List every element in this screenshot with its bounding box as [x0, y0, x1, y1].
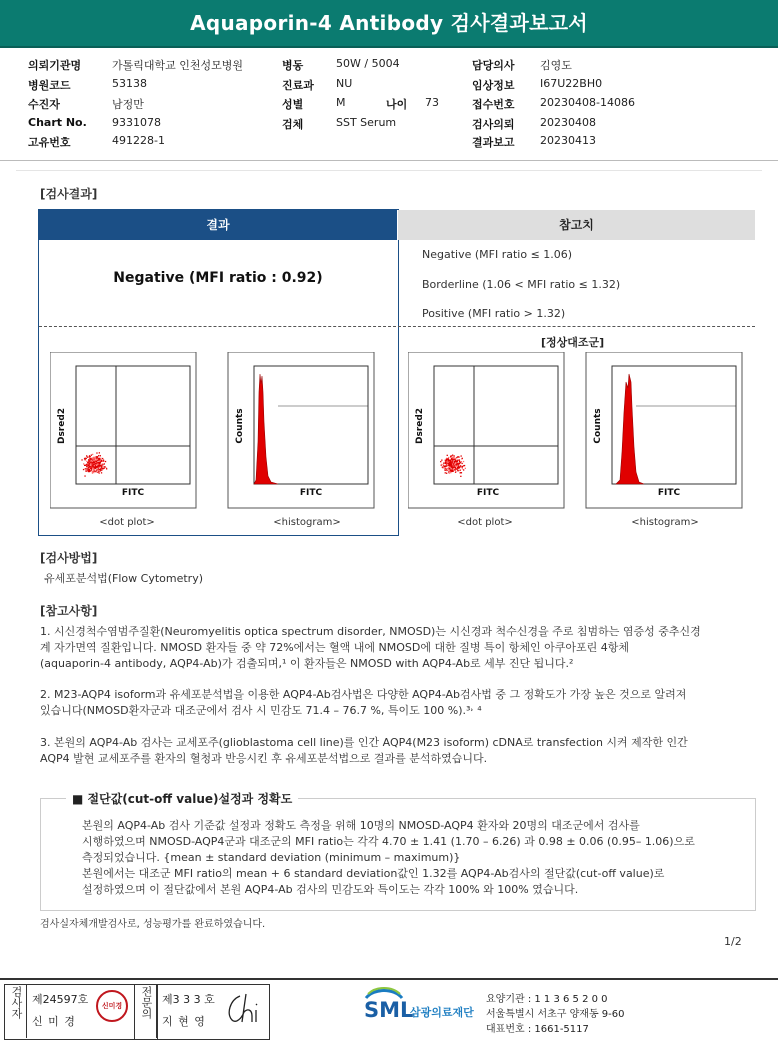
dot — [97, 459, 98, 460]
dot — [462, 467, 463, 468]
dot — [462, 468, 463, 469]
reviewer-name: 지 현 영 — [162, 1015, 206, 1028]
dot — [86, 466, 87, 467]
dot — [88, 466, 89, 467]
dot — [448, 471, 449, 472]
dot — [99, 466, 100, 467]
reference-borderline: Borderline (1.06 < MFI ratio ≤ 1.32) — [422, 278, 621, 291]
dot — [461, 461, 462, 462]
info-ward-label: 병동 — [282, 59, 304, 72]
dot — [85, 459, 86, 460]
dot — [92, 464, 93, 465]
patient-histogram — [228, 352, 374, 508]
info-report-label: 결과보고 — [472, 136, 515, 149]
normal-control-label: [정상대조군] — [541, 336, 605, 349]
ctrl-hist-ylabel: Counts — [593, 408, 603, 444]
dot — [445, 460, 446, 461]
info-sex-value: M — [336, 96, 346, 109]
dot — [447, 464, 448, 465]
dot — [93, 472, 94, 473]
dot — [465, 468, 466, 469]
dot — [450, 472, 451, 473]
control-histogram — [586, 352, 742, 508]
reference-header: 참고치 — [398, 210, 755, 240]
dot — [462, 458, 463, 459]
report-title: Aquaporin-4 Antibody 검사결과보고서 — [190, 11, 588, 35]
dot — [441, 460, 442, 461]
dot — [90, 466, 91, 467]
reviewer-signature-icon — [222, 988, 266, 1028]
info-specimen-value: SST Serum — [336, 116, 397, 129]
dot — [81, 459, 82, 460]
dot — [443, 465, 444, 466]
dot — [448, 463, 449, 464]
org-name: 삼광의료재단 — [410, 1006, 474, 1019]
ctrl-histogram-caption: <histogram> — [631, 517, 699, 528]
dot — [96, 457, 97, 458]
dot — [446, 470, 447, 471]
dot — [460, 472, 461, 473]
dot — [88, 461, 89, 462]
info-divider — [0, 160, 778, 161]
patient-plots — [50, 352, 394, 512]
dot — [451, 457, 452, 458]
dot — [459, 460, 460, 461]
dot — [440, 461, 441, 462]
dot — [101, 460, 102, 461]
dot — [446, 459, 447, 460]
dot — [85, 468, 86, 469]
dot — [104, 466, 105, 467]
dot — [99, 465, 100, 466]
info-receipt-label: 접수번호 — [472, 98, 515, 111]
dot — [91, 455, 92, 456]
hist-xlabel: FITC — [299, 488, 323, 498]
dot — [460, 476, 461, 477]
dot — [99, 452, 100, 453]
dot — [92, 454, 93, 455]
dot — [448, 462, 449, 463]
dot — [101, 467, 102, 468]
dot-ylabel: Dsred2 — [57, 407, 67, 445]
dot — [87, 457, 88, 458]
dot — [100, 455, 101, 456]
dot — [455, 469, 456, 470]
dot — [106, 468, 107, 469]
info-chart-label: Chart No. — [28, 116, 87, 129]
dot — [454, 455, 455, 456]
dot — [92, 461, 93, 462]
info-clinical-value: I67U22BH0 — [540, 77, 603, 90]
dot — [92, 462, 93, 463]
dot — [90, 470, 91, 471]
examiner-name: 신 미 경 — [32, 1015, 76, 1028]
dot — [455, 468, 456, 469]
dot — [83, 469, 84, 470]
note-paragraph-3: 3. 본원의 AQP4-Ab 검사는 교세포주(glioblastoma cell line)를 인간 AQP4(M23 isoform) cDNA로 transfection 시켜 제작한 인간 AQP4 발현 교세포주를 환자의 혈청과 반응시킨 후 유세포분석법으로 결과를 분석하였습니다. — [40, 736, 688, 765]
info-dept-value: NU — [336, 77, 353, 90]
dot — [88, 469, 89, 470]
ctrl-dot-xlabel: FITC — [476, 488, 500, 498]
dot — [99, 472, 100, 473]
dot — [100, 469, 101, 470]
dot — [451, 465, 452, 466]
dot — [460, 470, 461, 471]
info-hospital-code-value: 53138 — [112, 77, 147, 90]
dot — [449, 473, 450, 474]
dot — [452, 460, 453, 461]
notes-section-title: [참고사항] — [40, 604, 98, 618]
dot — [99, 461, 100, 462]
dot — [93, 469, 94, 470]
dot — [86, 468, 87, 469]
dot — [443, 463, 444, 464]
ctrl-dot-ylabel: Dsred2 — [415, 407, 425, 445]
dot — [449, 464, 450, 465]
dot — [445, 463, 446, 464]
dot — [463, 465, 464, 466]
dot — [455, 461, 456, 462]
dot — [89, 466, 90, 467]
dot — [461, 455, 462, 456]
dot — [98, 468, 99, 469]
dot — [454, 464, 455, 465]
dot — [105, 461, 106, 462]
info-report-value: 20230413 — [540, 134, 596, 147]
dot — [97, 465, 98, 466]
dot — [101, 472, 102, 473]
info-doctor-value: 김영도 — [540, 59, 572, 72]
dot — [96, 461, 97, 462]
dot — [450, 456, 451, 457]
dot — [91, 468, 92, 469]
dot — [86, 455, 87, 456]
dot — [88, 462, 89, 463]
org-phone: 대표번호 : 1661-5117 — [486, 1024, 589, 1035]
dot — [450, 463, 451, 464]
dot — [463, 469, 464, 470]
result-dashed-divider — [39, 326, 755, 327]
dot — [446, 468, 447, 469]
dot — [100, 468, 101, 469]
result-header: 결과 — [39, 210, 397, 240]
dot — [449, 468, 450, 469]
dot — [463, 461, 464, 462]
control-dot-histogram-plots — [408, 352, 752, 512]
dot — [452, 468, 453, 469]
dot — [92, 466, 93, 467]
dot — [88, 459, 89, 460]
dot — [457, 470, 458, 471]
info-doctor-label: 담당의사 — [472, 59, 515, 72]
dot — [445, 461, 446, 462]
note-paragraph-1: 1. 시신경척수염범주질환(Neuromyelitis optica spectrum disorder, NMOSD)는 시신경과 척수신경을 주로 침범하는 염증성 중추신경 계 자가면역 질환입니다. NMOSD 환자들 중 약 72%에서는 혈액 내에 NMOSD에 대한 질병 특이 항체인 아쿠아포린 4항체 (aquaporin-4 antibody, AQP4-Ab)가 검출되며,¹ 이 환자들은 NMOSD with AQP4-Ab로 세부 진단 됩니다.² — [40, 625, 701, 670]
dot — [83, 463, 84, 464]
dot — [97, 469, 98, 470]
histogram-caption: <histogram> — [273, 517, 341, 528]
info-hospital-code-label: 병원코드 — [28, 79, 71, 92]
ctrl-dot-plot-caption: <dot plot> — [457, 517, 513, 528]
info-request-value: 20230408 — [540, 116, 596, 129]
dot — [89, 468, 90, 469]
info-dept-label: 진료과 — [282, 79, 314, 92]
info-hospital: 의뢰기관명 — [28, 59, 82, 72]
dot — [94, 470, 95, 471]
dot — [444, 469, 445, 470]
info-specimen-label: 검체 — [282, 118, 304, 131]
dot-xlabel: FITC — [121, 488, 145, 498]
info-age-value: 73 — [425, 96, 439, 109]
dot — [89, 464, 90, 465]
hist-ylabel: Counts — [235, 408, 245, 444]
dot — [85, 470, 86, 471]
dot — [453, 458, 454, 459]
reviewer-number: 제3 3 3 호 — [162, 993, 215, 1006]
dot — [458, 464, 459, 465]
dot — [100, 458, 101, 459]
dot — [452, 467, 453, 468]
cutoff-title: ■ 절단값(cut-off value)설정과 정확도 — [66, 790, 298, 807]
dot — [455, 465, 456, 466]
reference-positive: Positive (MFI ratio > 1.32) — [422, 307, 566, 320]
method-section-title: [검사방법] — [40, 551, 98, 565]
examiner-number: 제24597호 — [32, 993, 89, 1006]
dot — [94, 465, 95, 466]
dot — [89, 456, 90, 457]
dot — [450, 469, 451, 470]
dot — [85, 458, 86, 459]
report-header — [0, 0, 778, 48]
info-chart-value: 9331078 — [112, 116, 161, 129]
info-patient-value: 남정만 — [112, 98, 144, 111]
dot — [94, 457, 95, 458]
dot — [96, 452, 97, 453]
dot — [448, 457, 449, 458]
dot — [446, 473, 447, 474]
dot — [448, 458, 449, 459]
info-id-label: 고유번호 — [28, 136, 71, 149]
dot — [451, 464, 452, 465]
dot — [101, 464, 102, 465]
examiner-stamp-icon: 신미경 — [96, 990, 128, 1022]
dot — [95, 463, 96, 464]
dot — [92, 468, 93, 469]
dot — [447, 455, 448, 456]
dot — [462, 463, 463, 464]
dot — [92, 471, 93, 472]
dot — [84, 465, 85, 466]
dot — [455, 471, 456, 472]
note-paragraph-2: 2. M23-AQP4 isoform과 유세포분석법을 이용한 AQP4-Ab검사법은 다양한 AQP4-Ab검사법 중 그 정확도가 가장 높은 것으로 알려져 있습니다(NMOSD환자군과 대조군에서 검사 시 민감도 71.4 – 76.7 %, 특이도 100 %).³˒ ⁴ — [40, 688, 687, 717]
info-receipt-value: 20230408-14086 — [540, 96, 635, 109]
reviewer-label: 전문의 — [140, 986, 153, 1019]
page-border-top — [16, 170, 762, 171]
org-code: 요양기관 : 1 1 3 6 5 2 0 0 — [486, 994, 608, 1005]
dot — [98, 459, 99, 460]
dot — [452, 457, 453, 458]
dot — [445, 472, 446, 473]
cutoff-text: 본원의 AQP4-Ab 검사 기준값 설정과 정확도 측정을 위해 10명의 NMOSD-AQP4 환자와 20명의 대조군에서 검사를 시행하였으며 NMOSD-AQP4군과 대조군의 MFI ratio는 각각 4.70 ± 1.41 (1.70 – 6.26) 과 0.98 ± 0.06 (0.95– 1.06)으로 측정되었습니다. {mean ± standard deviation (minimum – maximum)} 본원에서는 대조군 MFI ratio의 mean + 6 standard deviation값인 1.32를 AQP4-Ab검사의 절단값(cut-off value)로 설정하였으며 이 절단값에서 본원 AQP4-Ab 검사의 민감도와 특이도는 각각 100% 와 100% 였습니다. — [82, 819, 695, 896]
dot — [89, 455, 90, 456]
dot — [460, 465, 461, 466]
dot — [98, 455, 99, 456]
dot — [449, 467, 450, 468]
dot — [92, 473, 93, 474]
dot — [94, 464, 95, 465]
dot — [448, 469, 449, 470]
info-id-value: 491228-1 — [112, 134, 165, 147]
info-hospital-value: 가톨릭대학교 인천성모병원 — [112, 59, 244, 72]
control-plots — [408, 352, 752, 512]
info-age-label: 나이 — [386, 98, 408, 111]
logo-text: SML — [364, 998, 414, 1022]
dot — [450, 461, 451, 462]
dot — [453, 468, 454, 469]
dot — [452, 458, 453, 459]
patient-dot-histogram-plots — [50, 352, 394, 512]
dot — [99, 463, 100, 464]
dot — [452, 455, 453, 456]
dot — [103, 460, 104, 461]
info-patient-label: 수진자 — [28, 98, 60, 111]
result-value: Negative (MFI ratio : 0.92) — [113, 270, 323, 286]
dot — [95, 458, 96, 459]
dot — [448, 460, 449, 461]
info-ward-value: 50W / 5004 — [336, 57, 400, 70]
dot — [456, 463, 457, 464]
dot — [91, 457, 92, 458]
dot — [84, 475, 85, 476]
info-request-label: 검사의뢰 — [472, 118, 515, 131]
dot-plot-caption: <dot plot> — [99, 517, 155, 528]
method-text: 유세포분석법(Flow Cytometry) — [44, 572, 204, 585]
dot — [97, 464, 98, 465]
dot — [457, 456, 458, 457]
org-address: 서울특별시 서초구 양재동 9-60 — [486, 1009, 625, 1020]
dot — [90, 458, 91, 459]
info-sex-label: 성별 — [282, 98, 304, 111]
control-dot-plot — [408, 352, 564, 508]
dot — [87, 465, 88, 466]
dot — [90, 462, 91, 463]
dot — [102, 458, 103, 459]
dot — [457, 461, 458, 462]
dot — [458, 466, 459, 467]
result-section-title: [검사결과] — [40, 187, 98, 201]
dot — [451, 471, 452, 472]
patient-dot-plot — [50, 352, 196, 508]
ctrl-hist-xlabel: FITC — [657, 488, 681, 498]
dot — [95, 460, 96, 461]
reference-negative: Negative (MFI ratio ≤ 1.06) — [422, 248, 573, 261]
dot — [94, 466, 95, 467]
info-clinical-label: 임상정보 — [472, 79, 515, 92]
page-number: 1/2 — [724, 935, 742, 948]
examiner-label: 검사자 — [10, 986, 23, 1019]
dot — [441, 464, 442, 465]
dot — [442, 467, 443, 468]
dot — [95, 468, 96, 469]
dot — [86, 461, 87, 462]
validation-note: 검사실자체개발검사로, 성능평가를 완료하였습니다. — [40, 919, 266, 930]
dot — [103, 468, 104, 469]
